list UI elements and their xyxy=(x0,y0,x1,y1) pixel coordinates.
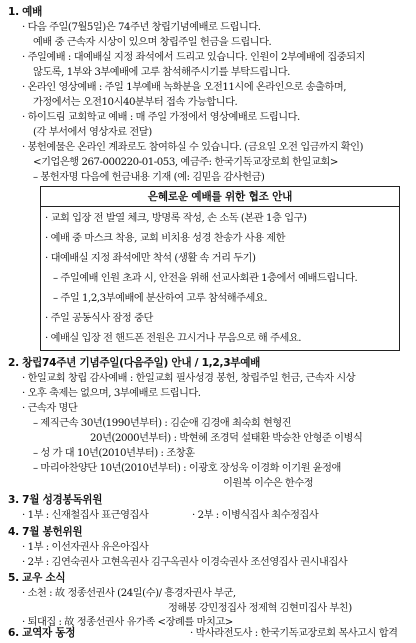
worship-line: · 하이드림 교회학교 예배 : 매 주일 가정에서 영상예배로 드립니다. xyxy=(22,112,300,123)
notice-box xyxy=(40,186,400,351)
worship-line: · 다음 주일(7월5일)은 74주년 창립기념예배로 드립니다. xyxy=(22,22,261,33)
service-award-line: – 성 가 대 10년(2010년부터) : 조창훈 xyxy=(33,448,195,459)
notice-item: · 예배실 입장 전 핸드폰 전원은 끄시거나 무음으로 해 주세요. xyxy=(45,333,302,344)
notice-item: · 교회 입장 전 발열 체크, 방명록 작성, 손 소독 (본관 1층 입구) xyxy=(45,213,307,224)
notice-item: – 주일예배 인원 초과 시, 안전을 위해 선교사회관 1층에서 예배드립니다. xyxy=(53,273,358,284)
notice-item: · 대예배실 지정 좌석에만 착석 (생활 속 거리 두기) xyxy=(45,253,256,264)
member-news-line: · 퇴대집 : 故 정종선권사 유가족 <장례를 마치고> xyxy=(22,617,233,628)
service-award-line: – 제직근속 30년(1990년부터) : 김순애 김경애 최숙희 현형진 xyxy=(33,418,292,429)
member-news-line: · 소천 : 故 정종선권사 (24일(수)/ 흥경자권사 부군, xyxy=(22,588,236,599)
worship-line: – 봉헌자명 다음에 헌금내용 기재 (예: 김믿음 감사헌금) xyxy=(33,172,265,183)
offering-line: · 1부 : 이선자권사 유은아집사 xyxy=(22,542,149,553)
section-heading-worship: 1. 예배 xyxy=(8,6,43,18)
worship-line: · 주일예배 : 대예배실 지정 좌석에서 드리고 있습니다. 인원이 2부예배에 집중되지 xyxy=(22,52,365,63)
worship-line: (각 부서에서 영상자료 전달) xyxy=(33,127,152,138)
worship-line: · 온라인 영상예배 : 주일 1부예배 녹화분을 오전11시에 온라인으로 송출하며, xyxy=(22,82,347,93)
service-award-line: 이원복 이수은 한수정 xyxy=(223,478,314,489)
account-info: <기업은행 267-000220-01-053, 예금주: 한국기독교장로회 한일교회> xyxy=(33,157,338,168)
section-heading-member-news: 5. 교우 소식 xyxy=(8,572,66,584)
notice-item: · 예배 중 마스크 착용, 교회 비치용 성경 찬송가 사용 제한 xyxy=(45,233,286,244)
service-award-line: 20년(2000년부터) : 박현혜 조경덕 설태환 박승찬 안형준 이병식 xyxy=(90,433,363,444)
section-heading-offering-team: 4. 7월 봉헌위원 xyxy=(8,526,83,538)
member-news-line: 정해봉 강민정집사 정제혁 김현미집사 부친) xyxy=(168,603,352,614)
staff-news-line: · 박사라전도사 : 한국기독교장로회 목사고시 합격 xyxy=(190,628,398,639)
anniversary-line: · 오후 축제는 없으며, 3부예배로 드립니다. xyxy=(22,388,201,399)
section-heading-anniversary: 2. 창립74주년 기념주일(다음주일) 안내 / 1,2,3부예배 xyxy=(8,357,261,369)
worship-line: 않도록, 1부와 3부예배에 고루 참석해주시기를 부탁드립니다. xyxy=(33,67,290,78)
anniversary-line: · 근속자 명단 xyxy=(22,403,78,414)
worship-line: 가정에서는 오전10시40분부터 접속 가능합니다. xyxy=(33,97,238,108)
section-heading-staff-news: 6. 교역자 동정 xyxy=(8,627,76,639)
notice-item: – 주일 1,2,3부예배에 분산하여 고루 참석해주세요. xyxy=(53,293,268,304)
notice-item: · 주일 공동식사 잠정 중단 xyxy=(45,313,153,324)
notice-box-title: 은혜로운 예배를 위한 협조 안내 xyxy=(41,187,399,207)
anniversary-line: · 한일교회 창립 감사예배 : 한일교회 필사성경 봉헌, 창립주일 헌금, 근속자 시상 xyxy=(22,373,356,384)
worship-line: 예배 중 근속자 시상이 있으며 창립주일 헌금을 드립니다. xyxy=(33,37,272,48)
reader-line: · 2부 : 이병식집사 최수정집사 xyxy=(192,510,319,521)
service-award-line: – 마리아찬양단 10년(2010년부터) : 이광호 장성욱 이경화 이기원 윤정애 xyxy=(33,463,341,474)
worship-line: · 봉헌예물은 온라인 계좌로도 참여하실 수 있습니다. (금요일 오전 입금까지 확인) xyxy=(22,142,364,153)
reader-line: · 1부 : 신재철집사 표근영집사 xyxy=(22,510,149,521)
section-heading-scripture-readers: 3. 7월 성경봉독위원 xyxy=(8,494,103,506)
offering-line: · 2부 : 김연숙권사 고현옥권사 김구옥권사 이경숙권사 조선영집사 권시내집사 xyxy=(22,557,348,568)
